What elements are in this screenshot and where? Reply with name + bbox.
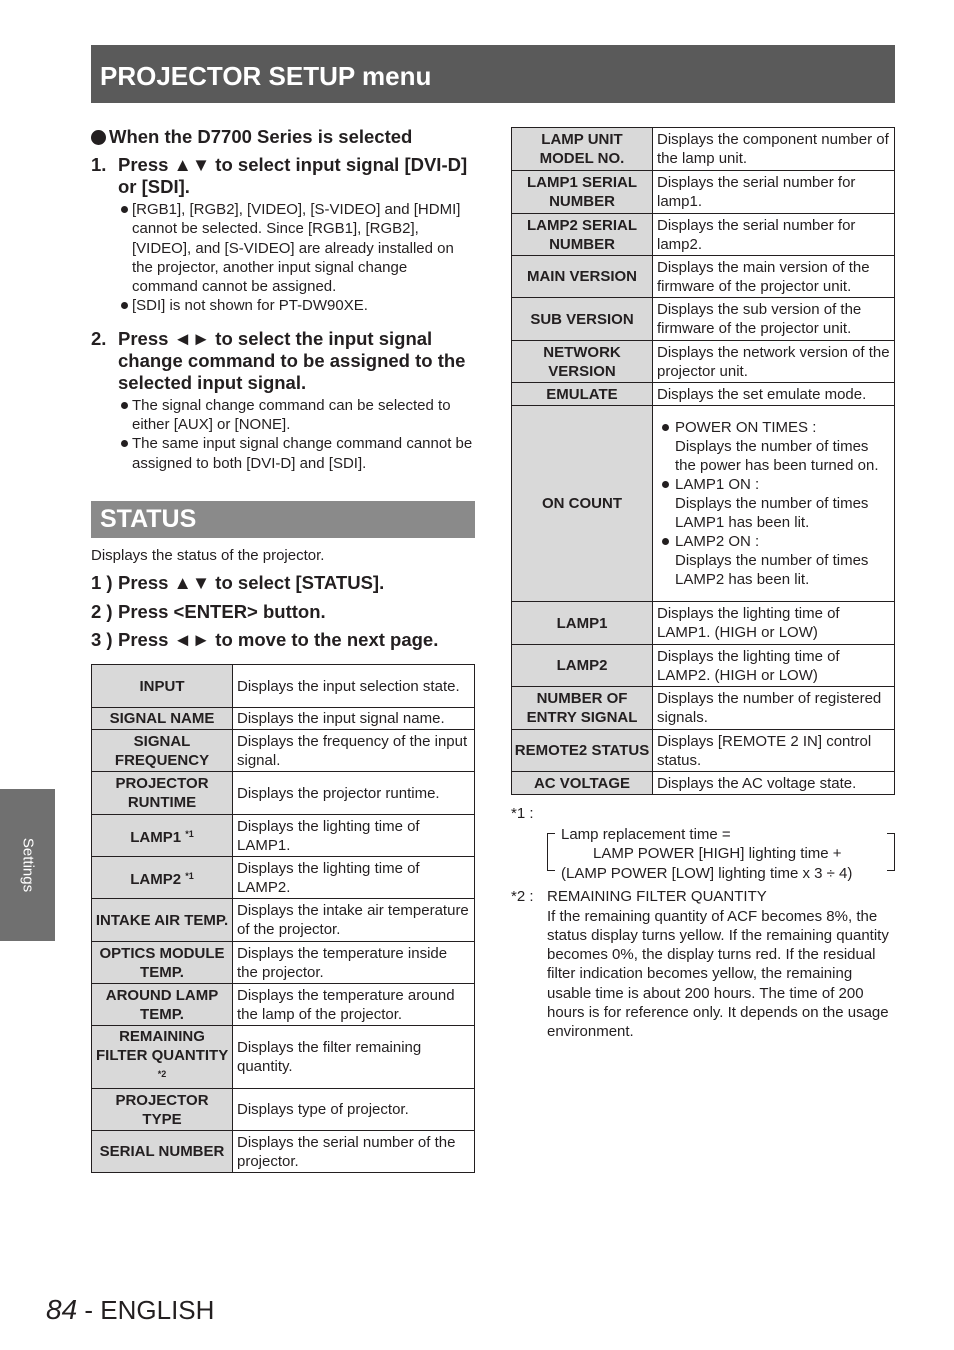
item-name [92,815,233,857]
step-notes [118,200,475,316]
note-text: The signal change command can be selected to either [AUX] or [NONE]. [132,396,451,434]
status-title: STATUS [100,505,197,533]
item-name: LAMP2 SERIAL NUMBER [512,214,653,256]
item-name: REMOTE2 STATUS [512,730,653,772]
status-table-left [91,664,475,1173]
on-count-text [675,418,890,475]
lamp-formula [547,825,895,883]
step-number: 2 ) [91,600,113,622]
page-title: PROJECTOR SETUP menu [100,61,432,91]
status-step [91,572,475,601]
d7700-heading [91,124,475,150]
on-count-label: LAMP1 ON : [675,476,760,493]
item-name: EMULATE [512,383,653,406]
item-name-text: SIGNAL NAME [109,710,215,727]
item-description: Displays the set emulate mode. [653,383,895,406]
bullet-icon [657,475,675,532]
item-description: Displays the serial number for lamp2. [653,214,895,256]
item-name [92,984,233,1026]
item-description: Displays the frequency of the input signal. [233,730,475,772]
formula-line-1: Lamp replacement time = [561,826,731,844]
item-name-text: LAMP1 [130,828,182,846]
item-name-text: PROJECTOR RUNTIME [115,775,209,811]
item-name-text: AROUND LAMP TEMP. [105,986,219,1023]
item-name: LAMP2 [512,645,653,687]
table-row [92,1131,475,1173]
table-row [92,1089,475,1131]
table-row [512,602,895,645]
table-row [512,645,895,687]
on-count-desc: Displays the number of times LAMP1 has been lit. [675,495,869,531]
note-item [118,396,475,435]
note2-text: If the remaining quantity of ACF becomes 8%, the status display turns yellow. If the remaining quantity becomes 0%, the display turns red. If the residual filter indication becomes yellow, the remaining usable time is about 200 hours. The time of 200 hours is for reference only. It depends on the usage environment. [547,907,889,1041]
step-text: Press ◄► to select the input signal change command to be assigned to the selected input signal. [118,327,466,393]
item-name-text: OPTICS MODULE TEMP. [99,944,225,981]
note2 [511,887,895,1041]
on-count-item [657,475,890,532]
footnote-ref: *1 [185,870,194,881]
item-name [92,857,233,899]
table-row [92,899,475,942]
item-description: Displays [REMOTE 2 IN] control status. [653,730,895,772]
item-name [92,665,233,708]
table-row [92,857,475,899]
item-name: SUB VERSION [512,298,653,341]
d7700-section [91,124,475,473]
item-description: Displays the input selection state. [233,665,475,708]
item-name-text: LAMP2 [130,870,182,888]
table-row [512,171,895,214]
item-name-text: SERIAL NUMBER [99,1143,225,1160]
section-header [91,45,895,103]
page-footer [46,1296,214,1324]
item-name-text: INPUT [139,677,185,695]
item-name [92,1089,233,1131]
status-header [91,501,475,538]
table-row [92,984,475,1026]
footnotes [511,804,895,1042]
step-notes [118,396,475,473]
step-text: Press <ENTER> button. [118,600,326,622]
item-description: Displays the main version of the firmware of the projector unit. [653,256,895,298]
table-row [92,942,475,984]
item-name-text: REMAINING FILTER QUANTITY [96,1028,228,1064]
status-step [91,629,475,658]
item-name [92,1026,233,1089]
item-name: LAMP1 [512,602,653,645]
item-description: Displays the AC voltage state. [653,772,895,795]
bullet-icon [118,434,132,473]
on-count-label: POWER ON TIMES : [675,419,817,436]
item-name: ON COUNT [512,406,653,602]
table-row [512,406,895,602]
note-text: [SDI] is not shown for PT-DW90XE. [132,297,368,315]
table-row [512,298,895,341]
bullet-icon [118,296,132,315]
step-number: 1 ) [91,572,113,593]
step-text: Press ▲▼ to select input signal [DVI-D] or [SDI]. [118,154,468,197]
table-row [92,708,475,730]
item-name: NUMBER OF ENTRY SIGNAL [512,687,653,730]
status-description: Displays the status of the projector. [91,547,325,564]
item-name [92,708,233,730]
bullet-icon [118,200,132,296]
table-row [512,772,895,795]
step-text: Press ◄► to move to the next page. [118,629,439,650]
instruction-step [91,154,475,198]
item-name [92,1131,233,1173]
instruction-step [91,328,475,394]
note-item [118,434,475,473]
bracket-right [887,833,895,871]
on-count-label: LAMP2 ON : [675,533,760,550]
item-description: Displays the number of registered signals. [653,687,895,730]
item-description: Displays the lighting time of LAMP2. [233,857,475,899]
item-description: Displays the temperature around the lamp of the projector. [233,984,475,1026]
table-row [512,730,895,772]
on-count-text [675,532,890,589]
note-item [118,296,475,315]
table-row [512,128,895,171]
item-name-text: PROJECTOR TYPE [115,1091,209,1128]
item-name: NETWORK VERSION [512,341,653,383]
item-name: AC VOLTAGE [512,772,653,795]
item-description: Displays the lighting time of LAMP1. [233,815,475,857]
item-description: Displays the input signal name. [233,708,475,730]
side-tab-label: Settings [19,837,36,893]
page-number: 84 [46,1294,78,1325]
item-name [92,899,233,942]
note2-key: *2 : [511,888,534,906]
item-description [653,406,895,602]
item-name: LAMP1 SERIAL NUMBER [512,171,653,214]
footer-separator: - [77,1295,101,1325]
item-description: Displays the serial number of the projector. [233,1131,475,1173]
item-description: Displays the lighting time of LAMP1. (HIGH or LOW) [653,602,895,645]
d7700-steps [91,154,475,473]
bullet-icon [118,396,132,435]
note2-title: REMAINING FILTER QUANTITY [547,888,767,906]
item-description: Displays the sub version of the firmware of the projector unit. [653,298,895,341]
table-row [512,687,895,730]
item-name [92,730,233,772]
formula-line-3: (LAMP POWER [LOW] lighting time x 3 ÷ 4) [561,865,853,883]
item-name-text: SIGNAL FREQUENCY [114,732,210,769]
item-description: Displays the serial number for lamp1. [653,171,895,214]
on-count-desc: Displays the number of times LAMP2 has been lit. [675,552,869,588]
footer-language: ENGLISH [100,1295,215,1325]
footnote-ref: *1 [185,828,194,839]
on-count-desc: Displays the number of times the power has been turned on. [675,438,879,474]
note1-key: *1 : [511,805,534,822]
table-row [92,815,475,857]
side-tab-settings [0,789,55,941]
item-description: Displays the network version of the projector unit. [653,341,895,383]
status-table-right [511,127,895,795]
on-count-text [675,475,890,532]
item-description: Displays the temperature inside the projector. [233,942,475,984]
note-item [118,200,475,296]
step-number: 1. [91,154,107,175]
item-description: Displays the lighting time of LAMP2. (HIGH or LOW) [653,645,895,687]
formula-line-2: LAMP POWER [HIGH] lighting time + [593,845,842,863]
note-text: [RGB1], [RGB2], [VIDEO], [S-VIDEO] and [HDMI] cannot be selected. Since [RGB1], [RGB2], [VIDEO], and [S-VIDEO] are already installed on the projector, another input signal change command cannot be assigned. [132,201,461,296]
step-number: 3 ) [91,629,113,650]
step-text: Press ▲▼ to select [STATUS]. [118,572,385,593]
table-row [512,383,895,406]
item-name-text: INTAKE AIR TEMP. [95,911,229,929]
bullet-icon [657,532,675,589]
item-name [92,772,233,815]
item-description: Displays type of projector. [233,1089,475,1131]
item-name: MAIN VERSION [512,256,653,298]
on-count-item [657,418,890,475]
on-count-item [657,532,890,589]
table-row [92,665,475,708]
table-row [512,341,895,383]
status-step [91,601,475,630]
item-description: Displays the projector runtime. [233,772,475,815]
bullet-icon [657,418,675,475]
item-description: Displays the intake air temperature of the projector. [233,899,475,942]
item-description: Displays the filter remaining quantity. [233,1026,475,1089]
d7700-heading-text: When the D7700 Series is selected [109,126,413,147]
item-description: Displays the component number of the lamp unit. [653,128,895,171]
item-name [92,942,233,984]
bracket-left [547,833,555,871]
footnote-ref: *2 [157,1069,167,1079]
step-number: 2. [91,327,107,349]
note-text: The same input signal change command cannot be assigned to both [DVI-D] and [SDI]. [132,435,473,472]
table-row [512,214,895,256]
status-steps [91,572,475,658]
table-row [92,772,475,815]
table-row [92,730,475,772]
bullet-dot-icon [91,130,106,145]
item-name: LAMP UNIT MODEL NO. [512,128,653,171]
table-row [92,1026,475,1089]
table-row [512,256,895,298]
